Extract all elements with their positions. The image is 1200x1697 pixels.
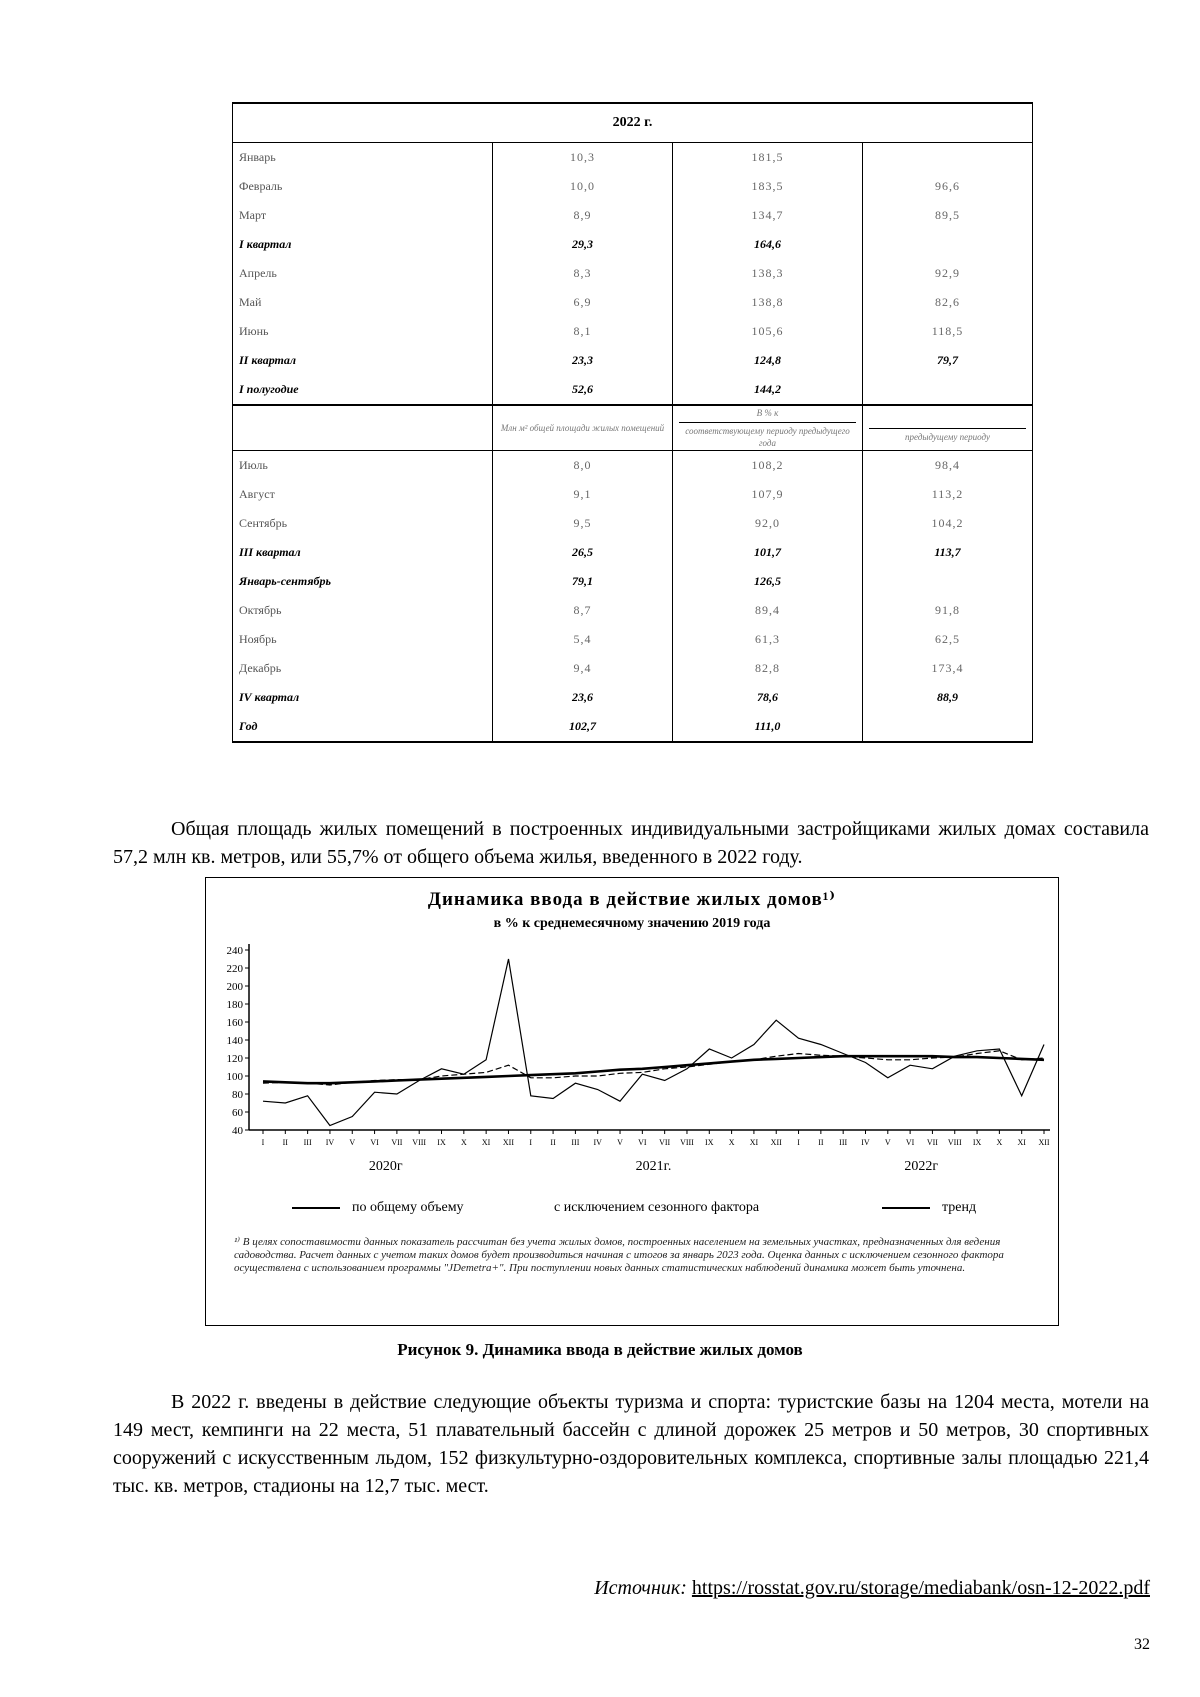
row-value-yoy: 138,3 [673, 259, 863, 288]
table-row [233, 317, 1033, 346]
row-value-yoy: 89,4 [673, 596, 863, 625]
table-row [233, 480, 1033, 509]
header-empty-cell [233, 405, 493, 451]
row-label: Сентябрь [233, 509, 493, 538]
y-tick-label: 200 [226, 981, 243, 993]
row-label: Декабрь [233, 654, 493, 683]
header-yoy-cell [673, 405, 863, 451]
row-label: Май [233, 288, 493, 317]
x-tick-label: X [996, 1138, 1003, 1147]
row-value-prev [863, 375, 1033, 405]
row-value-prev: 89,5 [863, 201, 1033, 230]
row-value-area: 26,5 [493, 538, 673, 567]
row-label: I квартал [233, 230, 493, 259]
row-value-prev: 118,5 [863, 317, 1033, 346]
legend-item-seasonal [554, 1200, 759, 1216]
row-value-yoy: 92,0 [673, 509, 863, 538]
row-value-area: 8,7 [493, 596, 673, 625]
x-tick-label: VI [638, 1138, 647, 1147]
table-row [233, 201, 1033, 230]
y-tick-label: 40 [232, 1125, 243, 1137]
table-row [233, 143, 1033, 173]
table-row [233, 654, 1033, 683]
table-row [233, 172, 1033, 201]
legend-label-total: по общему объему [352, 1200, 464, 1215]
row-value-area: 79,1 [493, 567, 673, 596]
table-sub-header [233, 405, 1033, 451]
x-tick-label: V [884, 1138, 891, 1147]
x-tick-label: XII [1038, 1138, 1050, 1147]
table-row [233, 288, 1033, 317]
x-tick-label: VIII [412, 1138, 427, 1147]
row-label: Август [233, 480, 493, 509]
paragraph-tourism-sport [113, 1388, 1149, 1500]
x-tick-label: IV [593, 1138, 602, 1147]
row-label: Июнь [233, 317, 493, 346]
series-line-thin [263, 959, 1044, 1126]
row-value-area: 23,3 [493, 346, 673, 375]
legend-label-seasonal: с исключением сезонного фактора [554, 1200, 760, 1215]
x-tick-label: II [818, 1138, 824, 1147]
housing-table [232, 102, 1032, 743]
row-value-yoy: 181,5 [673, 143, 863, 173]
x-tick-label: III [571, 1138, 580, 1147]
row-value-yoy: 144,2 [673, 375, 863, 405]
row-label: Ноябрь [233, 625, 493, 654]
row-value-yoy: 78,6 [673, 683, 863, 712]
table-row [233, 451, 1033, 481]
legend-item-trend [882, 1200, 976, 1216]
y-tick-label: 240 [226, 945, 243, 957]
table-row [233, 230, 1033, 259]
row-label: II квартал [233, 346, 493, 375]
source-link[interactable]: https://rosstat.gov.ru/storage/mediabank/osn-12-2022.pdf [691, 1577, 1150, 1599]
chart-footnote: ¹⁾ В целях сопоставимости данных показатель рассчитан без учета жилых домов, построенных населением на земельных участках, предназначенных для ведения садоводства. Расчет данных с учетом таких домов будет производиться начиная с итогов за январь 2023 года. Оценка данных с исключением сезонного фактора осуществлена с использованием программы "JDemetra+". При поступлении новых данных статистических наблюдений динамика может быть уточнена. [234, 1236, 1004, 1274]
x-tick-label: XI [481, 1138, 491, 1147]
x-tick-label: II [282, 1138, 288, 1147]
row-label: Год [233, 712, 493, 742]
row-value-prev [863, 230, 1033, 259]
row-value-yoy: 107,9 [673, 480, 863, 509]
x-tick-label: VII [659, 1138, 671, 1147]
row-value-area: 29,3 [493, 230, 673, 259]
x-tick-label: VIII [947, 1138, 962, 1147]
header-percent-label: В % к [756, 408, 779, 418]
x-tick-label: V [617, 1138, 623, 1147]
stat-table [232, 102, 1033, 743]
x-tick-label: IV [861, 1138, 870, 1147]
y-tick-label: 120 [226, 1053, 243, 1065]
y-tick-label: 100 [226, 1071, 243, 1083]
row-value-area: 10,3 [493, 143, 673, 173]
legend-line-trend [882, 1207, 930, 1209]
row-value-area: 6,9 [493, 288, 673, 317]
year-label: 2022г [904, 1159, 939, 1174]
table-row [233, 346, 1033, 375]
row-label: Апрель [233, 259, 493, 288]
row-label: Январь-сентябрь [233, 567, 493, 596]
row-value-prev: 88,9 [863, 683, 1033, 712]
table-row [233, 625, 1033, 654]
y-tick-label: 80 [232, 1089, 243, 1101]
row-value-prev [863, 143, 1033, 173]
x-tick-label: I [797, 1138, 800, 1147]
row-value-yoy: 105,6 [673, 317, 863, 346]
x-tick-label: III [303, 1138, 312, 1147]
x-tick-label: I [529, 1138, 533, 1147]
table-row [233, 259, 1033, 288]
row-value-area: 52,6 [493, 375, 673, 405]
table-year-cell: 2022 г. [233, 103, 1033, 143]
row-value-area: 102,7 [493, 712, 673, 742]
row-value-yoy: 124,8 [673, 346, 863, 375]
header-prev-label: предыдущему периоду [869, 428, 1026, 443]
x-tick-label: VI [905, 1138, 915, 1147]
y-tick-label: 180 [226, 999, 243, 1011]
chart-title: Динамика ввода в действие жилых домов¹⁾ [427, 889, 837, 910]
chart-subtitle: в % к среднемесячному значению 2019 года [493, 916, 771, 931]
x-tick-label: V [349, 1138, 356, 1147]
row-value-prev: 82,6 [863, 288, 1033, 317]
row-label: Март [233, 201, 493, 230]
row-value-area: 9,4 [493, 654, 673, 683]
row-label: I полугодие [233, 375, 493, 405]
table-year-header [233, 103, 1033, 143]
row-label: Январь [233, 143, 493, 173]
row-value-area: 10,0 [493, 172, 673, 201]
x-tick-label: III [839, 1138, 848, 1147]
series-line-thick [263, 1056, 1044, 1083]
row-value-area: 23,6 [493, 683, 673, 712]
row-value-area: 5,4 [493, 625, 673, 654]
x-tick-label: IX [705, 1138, 714, 1147]
row-value-yoy: 138,8 [673, 288, 863, 317]
y-tick-label: 160 [226, 1017, 243, 1029]
page-number: 32 [1134, 1636, 1150, 1653]
row-value-prev: 91,8 [863, 596, 1033, 625]
row-value-yoy: 126,5 [673, 567, 863, 596]
row-value-yoy: 82,8 [673, 654, 863, 683]
row-value-prev: 96,6 [863, 172, 1033, 201]
table-row [233, 538, 1033, 567]
row-value-prev: 113,2 [863, 480, 1033, 509]
legend-line-total [292, 1207, 340, 1209]
row-label: IV квартал [233, 683, 493, 712]
table-row [233, 567, 1033, 596]
row-value-prev: 113,7 [863, 538, 1033, 567]
year-label: 2020г [368, 1159, 403, 1174]
row-value-area: 9,1 [493, 480, 673, 509]
x-tick-label: II [550, 1138, 556, 1147]
x-tick-label: XII [502, 1138, 515, 1147]
row-value-yoy: 108,2 [673, 451, 863, 481]
row-value-yoy: 183,5 [673, 172, 863, 201]
x-tick-label: XI [749, 1138, 759, 1147]
row-value-prev: 104,2 [863, 509, 1033, 538]
y-tick-label: 220 [226, 963, 243, 975]
source-label: Источник: [594, 1577, 687, 1599]
table-row [233, 683, 1033, 712]
row-value-area: 8,0 [493, 451, 673, 481]
x-tick-label: IX [437, 1138, 446, 1147]
row-label: Июль [233, 451, 493, 481]
row-value-area: 8,1 [493, 317, 673, 346]
row-value-yoy: 111,0 [673, 712, 863, 742]
row-value-prev [863, 712, 1033, 742]
row-value-area: 8,3 [493, 259, 673, 288]
x-tick-label: I [261, 1138, 265, 1147]
header-spacer [946, 414, 948, 424]
header-area-cell: Млн м² общей площади жилых помещений [493, 405, 673, 451]
row-label: III квартал [233, 538, 493, 567]
y-tick-label: 60 [232, 1107, 243, 1119]
x-tick-label: IV [325, 1138, 335, 1147]
row-value-prev: 173,4 [863, 654, 1033, 683]
x-tick-label: VIII [680, 1138, 694, 1147]
x-tick-label: XII [770, 1138, 782, 1147]
row-value-yoy: 134,7 [673, 201, 863, 230]
table-row [233, 375, 1033, 405]
legend-label-trend: тренд [942, 1200, 977, 1215]
row-value-prev [863, 567, 1033, 596]
row-value-prev: 79,7 [863, 346, 1033, 375]
header-prev-cell [863, 405, 1033, 451]
row-value-prev: 92,9 [863, 259, 1033, 288]
table-row [233, 712, 1033, 742]
figure-caption: Рисунок 9. Динамика ввода в действие жилых домов [397, 1340, 803, 1359]
paragraph-individual-housing [113, 815, 1149, 871]
header-yoy-label: соответствующему периоду предыдущего года [679, 422, 856, 449]
x-tick-label: IX [972, 1138, 982, 1147]
row-value-prev: 98,4 [863, 451, 1033, 481]
y-tick-label: 140 [226, 1035, 243, 1047]
x-tick-label: VII [391, 1138, 403, 1147]
table-row [233, 596, 1033, 625]
x-tick-label: VII [926, 1138, 938, 1147]
row-value-area: 8,9 [493, 201, 673, 230]
paragraph1-text: Общая площадь жилых помещений в построенных индивидуальными застройщиками жилых домах составила 57,2 млн кв. метров, или 55,7% от общего объема жилья, введенного в 2022 году. [113, 818, 1149, 868]
row-label: Февраль [233, 172, 493, 201]
x-tick-label: X [460, 1138, 467, 1147]
x-tick-label: X [728, 1138, 735, 1147]
x-tick-label: VI [370, 1138, 379, 1147]
source-line [594, 1577, 1150, 1600]
paragraph2-text: В 2022 г. введены в действие следующие объекты туризма и спорта: туристские базы на 1204 места, мотели на 149 мест, кемпинги на 22 места, 51 плавательный бассейн с длиной дорожек 25 метров и 50 метров, 30 спортивных сооружений с искусственным льдом, 152 физкультурно-оздоровительных комплекса, спортивные залы площадью 221,4 тыс. кв. метров, стадионы на 12,7 тыс. мест. [113, 1391, 1149, 1497]
row-value-prev: 62,5 [863, 625, 1033, 654]
row-value-yoy: 164,6 [673, 230, 863, 259]
row-label: Октябрь [233, 596, 493, 625]
row-value-yoy: 101,7 [673, 538, 863, 567]
chart-figure [205, 877, 1059, 1326]
year-label: 2021г. [635, 1159, 672, 1174]
row-value-area: 9,5 [493, 509, 673, 538]
x-tick-label: XI [1017, 1138, 1026, 1147]
legend-item-total [292, 1200, 464, 1216]
table-row [233, 509, 1033, 538]
row-value-yoy: 61,3 [673, 625, 863, 654]
